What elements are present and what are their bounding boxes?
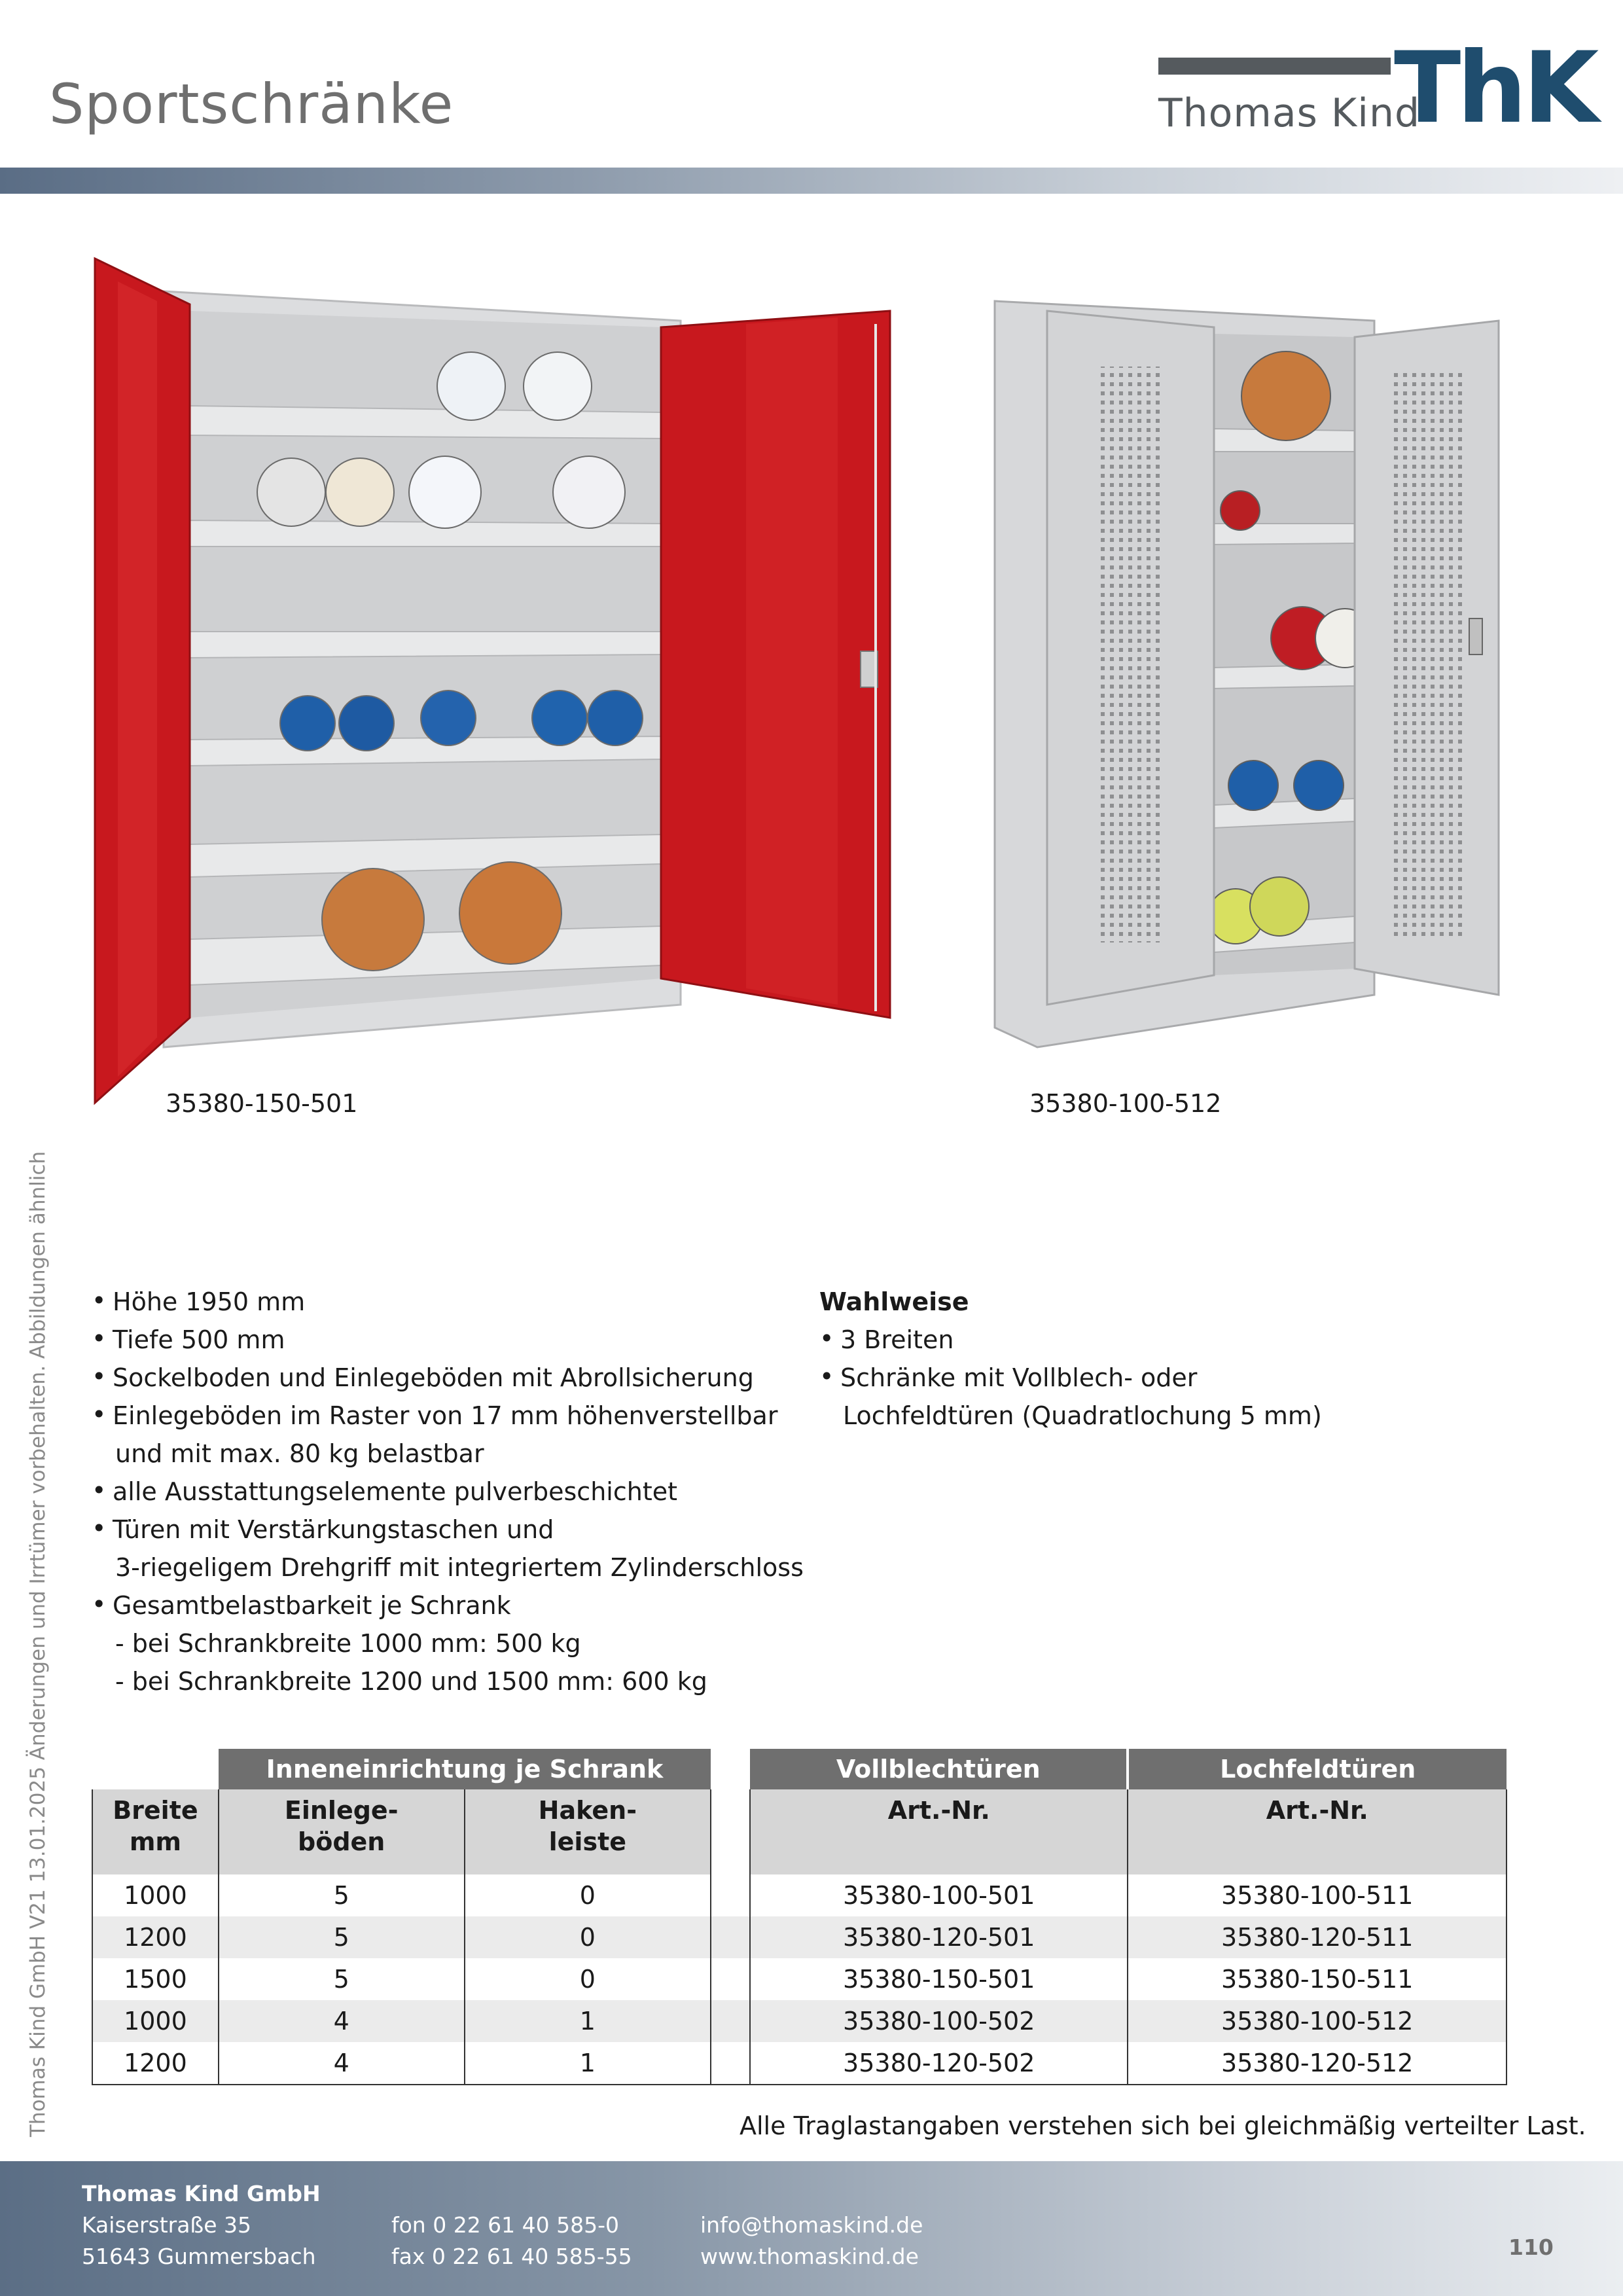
feature-subitem: - bei Schrankbreite 1200 und 1500 mm: 600 kg [115,1667,707,1696]
cell-width: 1200 [92,2042,219,2085]
col-header-width [92,1789,219,1874]
group-header-solid-doors: Vollblechtüren [750,1749,1128,1789]
cell-hooks: 1 [465,2042,711,2085]
logo-mark: ThK [1394,31,1596,145]
col-header-shelves-line1: Einlege- [284,1796,399,1825]
feature-item: • alle Ausstattungselemente pulverbeschichtet [92,1473,804,1511]
cell-solid-art: 35380-100-502 [750,2000,1128,2042]
cell-hooks: 1 [465,2000,711,2042]
load-footnote: Alle Traglastangaben verstehen sich bei gleichmäßig verteilter Last. [740,2111,1586,2140]
feature-item: • Tiefe 500 mm [92,1321,804,1359]
option-item: • 3 Breiten [819,1321,1322,1359]
footer-city: 51643 Gummersbach [82,2244,316,2269]
cabinet-image-perforated [988,288,1505,1054]
footer-web-link[interactable]: www.thomaskind.de [700,2244,919,2269]
footer-street: Kaiserstraße 35 [82,2212,252,2238]
header-gradient-band [0,168,1623,194]
footer-address [82,2178,321,2272]
spacer-cell [711,1916,750,1958]
col-header-width-line1: Breite [113,1796,198,1825]
cell-shelves: 5 [219,1916,465,1958]
cell-solid-art: 35380-150-501 [750,1958,1128,2000]
cell-perf-art: 35380-150-511 [1128,1958,1507,2000]
col-header-perf-art: Art.-Nr. [1128,1789,1507,1874]
cell-hooks: 0 [465,1874,711,1916]
cabinet-image-red [92,252,903,1109]
article-table [92,1749,1507,2085]
side-disclaimer: Thomas Kind GmbH V21 13.01.2025 Änderungen und Irrtümer vorbehalten. Abbildungen ähnlich [26,1151,50,2137]
cell-hooks: 0 [465,1916,711,1958]
spacer-cell [711,1958,750,2000]
footer-email-link[interactable]: info@thomaskind.de [700,2212,923,2238]
spacer-cell [711,2042,750,2085]
logo-bar [1158,58,1391,75]
footer-phone: fon 0 22 61 40 585-0 [391,2212,620,2238]
left-image-caption: 35380-150-501 [166,1089,358,1118]
cell-shelves: 5 [219,1874,465,1916]
table-row [92,1958,1507,2000]
cell-perf-art: 35380-100-511 [1128,1874,1507,1916]
cell-width: 1200 [92,1916,219,1958]
cell-width: 1000 [92,1874,219,1916]
footer-company: Thomas Kind GmbH [82,2181,321,2206]
spacer-cell [711,1789,750,1874]
feature-item-continuation: und mit max. 80 kg belastbar [115,1439,484,1468]
feature-item: • Sockelboden und Einlegeböden mit Abrollsicherung [92,1359,804,1397]
right-image-caption: 35380-100-512 [1029,1089,1222,1118]
option-item: • Schränke mit Vollblech- oder [819,1359,1322,1397]
col-header-hooks-line2: leiste [548,1827,627,1856]
options-heading: Wahlweise [819,1287,969,1316]
feature-item: • Einlegeböden im Raster von 17 mm höhenverstellbar [92,1397,804,1435]
page-title: Sportschränke [49,72,454,136]
cell-shelves: 5 [219,1958,465,2000]
cell-width: 1000 [92,2000,219,2042]
cell-solid-art: 35380-120-501 [750,1916,1128,1958]
option-item-continuation: Lochfeldtüren (Quadratlochung 5 mm) [843,1401,1322,1430]
table-row [92,2042,1507,2085]
cell-width: 1500 [92,1958,219,2000]
spacer-cell [711,1874,750,1916]
col-header-shelves [219,1789,465,1874]
feature-item: • Gesamtbelastbarkeit je Schrank [92,1587,804,1624]
col-header-solid-art: Art.-Nr. [750,1789,1128,1874]
feature-item: • Höhe 1950 mm [92,1283,804,1321]
group-header-interior: Inneneinrichtung je Schrank [219,1749,711,1789]
col-header-hooks [465,1789,711,1874]
footer-fax: fax 0 22 61 40 585-55 [391,2244,632,2269]
feature-item: • Türen mit Verstärkungstaschen und [92,1511,804,1549]
cell-perf-art: 35380-120-512 [1128,2042,1507,2085]
cell-solid-art: 35380-120-502 [750,2042,1128,2085]
col-header-hooks-line1: Haken- [538,1796,637,1825]
cell-shelves: 4 [219,2000,465,2042]
footer-online [700,2210,923,2272]
cell-hooks: 0 [465,1958,711,2000]
feature-item-continuation: 3-riegeligem Drehgriff mit integriertem Zylinderschloss [115,1553,804,1582]
cell-solid-art: 35380-100-501 [750,1874,1128,1916]
feature-subitem: - bei Schrankbreite 1000 mm: 500 kg [115,1629,581,1658]
table-row [92,1916,1507,1958]
feature-list [92,1283,804,1700]
cell-perf-art: 35380-100-512 [1128,2000,1507,2042]
cell-perf-art: 35380-120-511 [1128,1916,1507,1958]
logo-company-name: Thomas Kind [1158,90,1421,136]
options-list [819,1283,1322,1435]
table-row [92,1874,1507,1916]
col-header-shelves-line2: böden [298,1827,385,1856]
group-header-perforated-doors: Lochfeldtüren [1128,1749,1507,1789]
page-number: 110 [1508,2234,1554,2260]
spacer-cell [711,2000,750,2042]
cell-shelves: 4 [219,2042,465,2085]
col-header-width-line2: mm [129,1827,182,1856]
footer-contact [391,2210,632,2272]
table-row [92,2000,1507,2042]
